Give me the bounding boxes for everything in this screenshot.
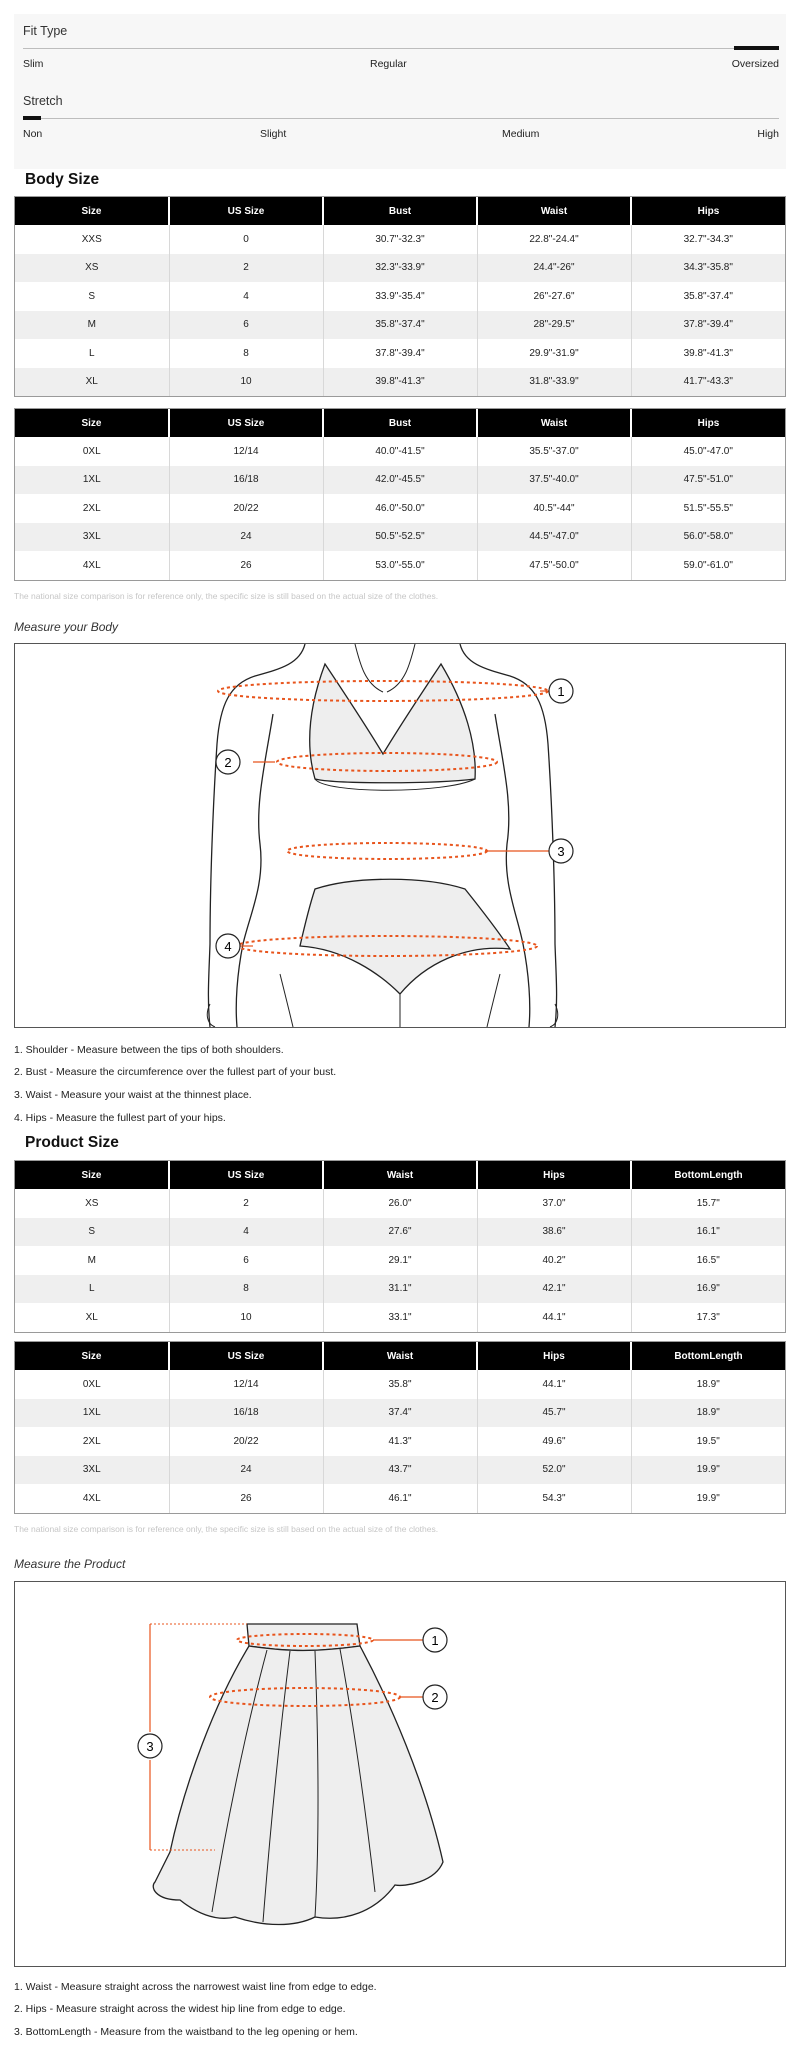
table-cell: 6	[169, 311, 323, 340]
table-cell: 45.0"-47.0"	[631, 437, 785, 466]
table-cell: 30.7"-32.3"	[323, 225, 477, 254]
table-cell: 1XL	[15, 1399, 169, 1428]
table-cell: 26.0"	[323, 1189, 477, 1218]
table-cell: 17.3"	[631, 1303, 785, 1332]
product-size-note: The national size comparison is for reference only, the specific size is still based on the actual size of the clothes.	[14, 1524, 439, 1534]
table-cell: 39.8"-41.3"	[323, 368, 477, 397]
table-row	[15, 311, 785, 340]
table-cell: 49.6"	[477, 1427, 631, 1456]
body-size-plus-table-grid	[15, 409, 785, 580]
table-cell: L	[15, 1275, 169, 1304]
product-marker-2	[423, 1685, 447, 1709]
product-instruction-1: 1. Waist - Measure straight across the narrowest waist line from edge to edge.	[14, 1981, 377, 1993]
table-cell: 16.5"	[631, 1246, 785, 1275]
column-header: Waist	[477, 409, 631, 437]
table-cell: 59.0"-61.0"	[631, 551, 785, 580]
table-cell: 41.7"-43.3"	[631, 368, 785, 397]
table-cell: S	[15, 282, 169, 311]
table-cell: 24.4"-26"	[477, 254, 631, 283]
skirt-illustration	[15, 1582, 785, 1966]
table-cell: 16/18	[169, 1399, 323, 1428]
table-cell: 46.1"	[323, 1484, 477, 1513]
table-cell: 0	[169, 225, 323, 254]
table-row	[15, 339, 785, 368]
column-header: Size	[15, 1342, 169, 1370]
table-cell: 28"-29.5"	[477, 311, 631, 340]
body-marker-2	[216, 750, 240, 774]
table-row	[15, 1399, 785, 1428]
table-cell: 29.9"-31.9"	[477, 339, 631, 368]
table-cell: 0XL	[15, 437, 169, 466]
stretch-option-high: High	[757, 128, 779, 140]
table-row	[15, 1484, 785, 1513]
svg-text:3: 3	[146, 1739, 154, 1754]
table-cell: 26"-27.6"	[477, 282, 631, 311]
table-cell: 37.8"-39.4"	[631, 311, 785, 340]
table-cell: 1XL	[15, 466, 169, 495]
table-cell: 27.6"	[323, 1218, 477, 1247]
body-diagram	[14, 643, 786, 1028]
table-cell: 35.8"-37.4"	[631, 282, 785, 311]
fit-type-track	[23, 48, 779, 49]
table-cell: M	[15, 311, 169, 340]
fit-type-selected-marker	[734, 46, 779, 50]
table-cell: 2XL	[15, 1427, 169, 1456]
svg-text:1: 1	[557, 684, 565, 699]
table-cell: 37.8"-39.4"	[323, 339, 477, 368]
table-cell: 54.3"	[477, 1484, 631, 1513]
body-size-title: Body Size	[25, 171, 100, 188]
table-cell: 31.8"-33.9"	[477, 368, 631, 397]
table-cell: 40.0"-41.5"	[323, 437, 477, 466]
table-cell: 35.5"-37.0"	[477, 437, 631, 466]
fit-type-option-regular: Regular	[370, 58, 407, 70]
table-cell: 52.0"	[477, 1456, 631, 1485]
table-cell: 16/18	[169, 466, 323, 495]
product-instruction-2: 2. Hips - Measure straight across the widest hip line from edge to edge.	[14, 2003, 346, 2015]
product-instruction-3: 3. BottomLength - Measure from the waistband to the leg opening or hem.	[14, 2026, 358, 2038]
table-row	[15, 494, 785, 523]
table-cell: 10	[169, 1303, 323, 1332]
table-cell: XS	[15, 254, 169, 283]
table-cell: 29.1"	[323, 1246, 477, 1275]
svg-text:4: 4	[224, 939, 232, 954]
column-header: Hips	[477, 1161, 631, 1189]
column-header: Hips	[631, 409, 785, 437]
body-marker-4	[216, 934, 240, 958]
column-header: Hips	[477, 1342, 631, 1370]
table-cell: 42.0"-45.5"	[323, 466, 477, 495]
column-header: Waist	[323, 1342, 477, 1370]
table-cell: 18.9"	[631, 1370, 785, 1399]
table-row	[15, 1218, 785, 1247]
table-cell: 16.9"	[631, 1275, 785, 1304]
table-cell: 35.8"-37.4"	[323, 311, 477, 340]
product-size-title: Product Size	[25, 1134, 119, 1151]
product-size-table-plus	[14, 1341, 786, 1514]
table-cell: 39.8"-41.3"	[631, 339, 785, 368]
column-header: Waist	[477, 197, 631, 225]
table-cell: 44.1"	[477, 1303, 631, 1332]
table-cell: 2	[169, 1189, 323, 1218]
product-diagram	[14, 1581, 786, 1967]
table-cell: XL	[15, 368, 169, 397]
column-header: US Size	[169, 197, 323, 225]
body-size-note: The national size comparison is for reference only, the specific size is still based on the actual size of the clothes.	[14, 591, 439, 601]
product-size-table-grid	[15, 1161, 785, 1332]
table-cell: 6	[169, 1246, 323, 1275]
svg-text:2: 2	[431, 1690, 439, 1705]
table-row	[15, 1303, 785, 1332]
table-cell: 3XL	[15, 523, 169, 552]
body-marker-3	[549, 839, 573, 863]
table-cell: 46.0"-50.0"	[323, 494, 477, 523]
stretch-option-medium: Medium	[502, 128, 540, 140]
table-cell: 18.9"	[631, 1399, 785, 1428]
table-cell: 4XL	[15, 551, 169, 580]
table-cell: 38.6"	[477, 1218, 631, 1247]
table-cell: XXS	[15, 225, 169, 254]
table-cell: 24	[169, 523, 323, 552]
column-header: BottomLength	[631, 1342, 785, 1370]
body-size-table-plus	[14, 408, 786, 581]
column-header: US Size	[169, 1342, 323, 1370]
table-cell: 4XL	[15, 1484, 169, 1513]
table-row	[15, 282, 785, 311]
body-size-table-regular	[14, 196, 786, 397]
table-cell: 44.1"	[477, 1370, 631, 1399]
stretch-track	[23, 118, 779, 119]
table-cell: M	[15, 1246, 169, 1275]
table-cell: 16.1"	[631, 1218, 785, 1247]
body-instruction-2: 2. Bust - Measure the circumference over the fullest part of your bust.	[14, 1066, 337, 1078]
column-header: Size	[15, 1161, 169, 1189]
table-cell: XS	[15, 1189, 169, 1218]
table-cell: 20/22	[169, 1427, 323, 1456]
table-row	[15, 225, 785, 254]
body-illustration	[15, 644, 785, 1027]
column-header: Size	[15, 409, 169, 437]
table-cell: 42.1"	[477, 1275, 631, 1304]
stretch-selected-marker	[23, 116, 41, 120]
table-cell: 8	[169, 339, 323, 368]
table-cell: 37.4"	[323, 1399, 477, 1428]
table-cell: 37.0"	[477, 1189, 631, 1218]
table-row	[15, 254, 785, 283]
stretch-option-non: Non	[23, 128, 43, 140]
table-row	[15, 1456, 785, 1485]
table-row	[15, 466, 785, 495]
table-cell: 51.5"-55.5"	[631, 494, 785, 523]
table-cell: 26	[169, 551, 323, 580]
table-cell: 4	[169, 1218, 323, 1247]
table-cell: 26	[169, 1484, 323, 1513]
table-cell: 56.0"-58.0"	[631, 523, 785, 552]
table-cell: 8	[169, 1275, 323, 1304]
column-header: Waist	[323, 1161, 477, 1189]
table-row	[15, 1246, 785, 1275]
svg-text:1: 1	[431, 1633, 439, 1648]
product-size-plus-table-grid	[15, 1342, 785, 1513]
body-marker-1	[549, 679, 573, 703]
table-cell: 40.5"-44"	[477, 494, 631, 523]
table-cell: 32.3"-33.9"	[323, 254, 477, 283]
table-cell: 4	[169, 282, 323, 311]
table-cell: 2	[169, 254, 323, 283]
table-cell: 37.5"-40.0"	[477, 466, 631, 495]
table-cell: 22.8"-24.4"	[477, 225, 631, 254]
table-cell: 44.5"-47.0"	[477, 523, 631, 552]
table-row	[15, 1427, 785, 1456]
column-header: Bust	[323, 409, 477, 437]
column-header: US Size	[169, 1161, 323, 1189]
table-cell: 47.5"-51.0"	[631, 466, 785, 495]
column-header: BottomLength	[631, 1161, 785, 1189]
fit-panel	[14, 14, 786, 169]
stretch-title: Stretch	[23, 94, 63, 108]
product-size-table-regular	[14, 1160, 786, 1333]
body-instruction-1: 1. Shoulder - Measure between the tips of both shoulders.	[14, 1044, 284, 1056]
measure-body-title: Measure your Body	[14, 620, 119, 634]
table-row	[15, 1370, 785, 1399]
table-cell: 19.5"	[631, 1427, 785, 1456]
table-cell: 24	[169, 1456, 323, 1485]
table-row	[15, 1189, 785, 1218]
table-cell: 12/14	[169, 1370, 323, 1399]
svg-text:3: 3	[557, 844, 565, 859]
table-row	[15, 551, 785, 580]
table-cell: 50.5"-52.5"	[323, 523, 477, 552]
table-cell: 19.9"	[631, 1484, 785, 1513]
product-marker-3	[138, 1734, 162, 1758]
table-row	[15, 368, 785, 397]
column-header: Bust	[323, 197, 477, 225]
fit-type-title: Fit Type	[23, 24, 68, 38]
column-header: Hips	[631, 197, 785, 225]
column-header: US Size	[169, 409, 323, 437]
fit-type-option-slim: Slim	[23, 58, 44, 70]
table-cell: 10	[169, 368, 323, 397]
table-cell: 43.7"	[323, 1456, 477, 1485]
table-cell: L	[15, 339, 169, 368]
table-cell: XL	[15, 1303, 169, 1332]
table-cell: S	[15, 1218, 169, 1247]
table-cell: 33.9"-35.4"	[323, 282, 477, 311]
table-row	[15, 437, 785, 466]
body-instruction-4: 4. Hips - Measure the fullest part of your hips.	[14, 1112, 226, 1124]
table-cell: 12/14	[169, 437, 323, 466]
table-cell: 15.7"	[631, 1189, 785, 1218]
table-cell: 47.5"-50.0"	[477, 551, 631, 580]
fit-type-option-oversized: Oversized	[731, 58, 779, 70]
table-cell: 31.1"	[323, 1275, 477, 1304]
table-cell: 0XL	[15, 1370, 169, 1399]
table-cell: 19.9"	[631, 1456, 785, 1485]
table-cell: 53.0"-55.0"	[323, 551, 477, 580]
column-header: Size	[15, 197, 169, 225]
body-instruction-3: 3. Waist - Measure your waist at the thinnest place.	[14, 1089, 252, 1101]
table-cell: 32.7"-34.3"	[631, 225, 785, 254]
table-cell: 41.3"	[323, 1427, 477, 1456]
product-marker-1	[423, 1628, 447, 1652]
table-cell: 34.3"-35.8"	[631, 254, 785, 283]
svg-text:2: 2	[224, 755, 232, 770]
table-cell: 45.7"	[477, 1399, 631, 1428]
table-cell: 35.8"	[323, 1370, 477, 1399]
stretch-option-slight: Slight	[260, 128, 287, 140]
body-size-table-grid	[15, 197, 785, 396]
table-cell: 40.2"	[477, 1246, 631, 1275]
table-cell: 20/22	[169, 494, 323, 523]
table-row	[15, 1275, 785, 1304]
table-cell: 2XL	[15, 494, 169, 523]
table-row	[15, 523, 785, 552]
table-cell: 3XL	[15, 1456, 169, 1485]
table-cell: 33.1"	[323, 1303, 477, 1332]
measure-product-title: Measure the Product	[14, 1557, 126, 1571]
